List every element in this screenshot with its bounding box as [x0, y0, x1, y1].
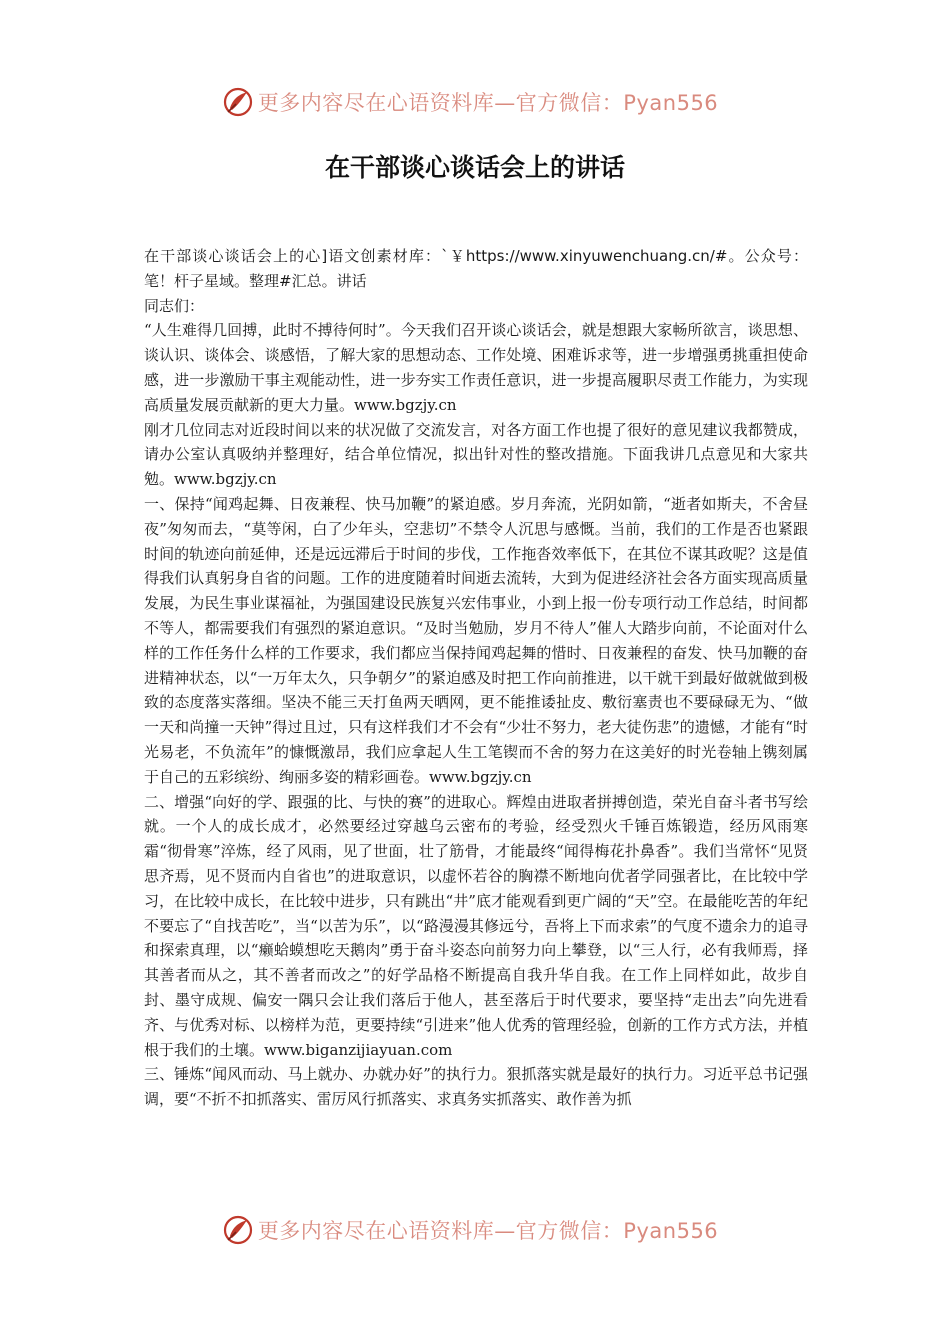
header-watermark-banner — [0, 80, 950, 124]
xinyu-logo-icon — [222, 1214, 254, 1246]
body-paragraph: 刚才几位同志对近段时间以来的状况做了交流发言，对各方面工作也提了很好的意见建议我都赞成，请办公室认真吸纳并整理好，结合单位情况，拟出针对性的整改措施。下面我讲几点意见和大家共勉。www.bgzjy.cn — [144, 420, 808, 489]
section-three-paragraph: 三、锤炼“闻风而动、马上就办、办就办好”的执行力。狠抓落实就是最好的执行力。习近平总书记强调，要“不折不扣抓落实、雷厉风行抓落实、求真务实抓落实、敢作善为抓 — [144, 1065, 808, 1109]
footer-watermark-banner — [0, 1208, 950, 1252]
banner-text: 更多内容尽在心语资料库—官方微信：Pyan556 — [257, 91, 719, 115]
banner-text: 更多内容尽在心语资料库—官方微信：Pyan556 — [257, 1219, 719, 1243]
document-body — [144, 244, 808, 1112]
section-two-paragraph: 二、增强“向好的学、跟强的比、与快的赛”的进取心。辉煌由进取者拼搏创造，荣光自奋斗者书写绘就。一个人的成长成才，必然要经过穿越乌云密布的考验，经受烈火千锤百炼锻造，经历风雨寒霜“彻骨寒”淬炼，经了风雨，见了世面，壮了筋骨，才能最终“闻得梅花扑鼻香”。我们当常怀“见贤思齐焉，见不贤而内自省也”的进取意识，以虚怀若谷的胸襟不断地向优者学同强者比，在比较中学习，在比较中成长，在比较中进步，只有跳出“井”底才能观看到更广阔的“天”空。在最能吃苦的年纪不要忘了“自找苦吃”，当“以苦为乐”，以“路漫漫其修远兮，吾将上下而求索”的气度不遗余力的追寻和探索真理，以“癞蛤蟆想吃天鹅肉”勇于奋斗姿态向前努力向上攀登，以“三人行，必有我师焉，择其善者而从之，其不善者而改之”的好学品格不断提高自我升华自我。在工作上同样如此，故步自封、墨守成规、偏安一隅只会让我们落后于他人，甚至落后于时代要求，要坚持“走出去”向先进看齐、与优秀对标、以榜样为范，更要持续“引进来”他人优秀的管理经验，创新的工作方式方法，并植根于我们的土壤。www.biganzijiayuan.com — [144, 792, 808, 1059]
body-paragraph: “人生难得几回搏，此时不搏待何时”。今天我们召开谈心谈话会，就是想跟大家畅所欲言，谈思想、谈认识、谈体会、谈感悟，了解大家的思想动态、工作处境、困难诉求等，进一步增强勇挑重担使命感，进一步激励干事主观能动性，进一步夯实工作责任意识，进一步提高履职尽责工作能力，为实现高质量发展贡献新的更大力量。www.bgzjy.cn — [144, 321, 808, 414]
xinyu-logo-icon — [222, 86, 254, 118]
section-one-paragraph: 一、保持“闻鸡起舞、日夜兼程、快马加鞭”的紧迫感。岁月奔流，光阴如箭，“逝者如斯夫，不舍昼夜”匆匆而去，“莫等闲，白了少年头，空悲切”不禁令人沉思与感慨。当前，我们的工作是否也紧跟时间的轨迹向前延伸，还是远远滞后于时间的步伐，工作拖沓效率低下，在其位不谋其政呢？这是值得我们认真躬身自省的问题。工作的进度随着时间逝去流转，大到为促进经济社会各方面实现高质量发展，为民生事业谋福祉，为强国建设民族复兴宏伟事业，小到上报一份专项行动工作总结，时间都不等人，都需要我们有强烈的紧迫意识。“及时当勉励，岁月不待人”催人大踏步向前，不论面对什么样的工作任务什么样的工作要求，我们都应当保持闻鸡起舞的惜时、日夜兼程的奋发、快马加鞭的奋进精神状态，以“一万年太久，只争朝夕”的紧迫感及时把工作向前推进，以干就干到最好做就做到极致的态度落实落细。坚决不能三天打鱼两天晒网，更不能推诿扯皮、敷衍塞责也不要碌碌无为、“做一天和尚撞一天钟”得过且过，只有这样我们才不会有“少壮不努力，老大徒伤悲”的遗憾，才能有“时光易老，不负流年”的慷慨激昂，我们应拿起人生工笔锲而不舍的努力在这美好的时光卷轴上镌刻属于自己的五彩缤纷、绚丽多姿的精彩画卷。www.bgzjy.cn — [144, 494, 808, 786]
document-title: 在干部谈心谈话会上的讲话 — [324, 153, 625, 182]
salutation: 同志们： — [144, 296, 205, 315]
intro-paragraph: 在干部谈心谈话会上的心]语文创素材库：`￥https://www.xinyuwenchuang.cn/#。公众号：笔！杆子星域。整理#汇总。讲话 — [144, 247, 808, 290]
